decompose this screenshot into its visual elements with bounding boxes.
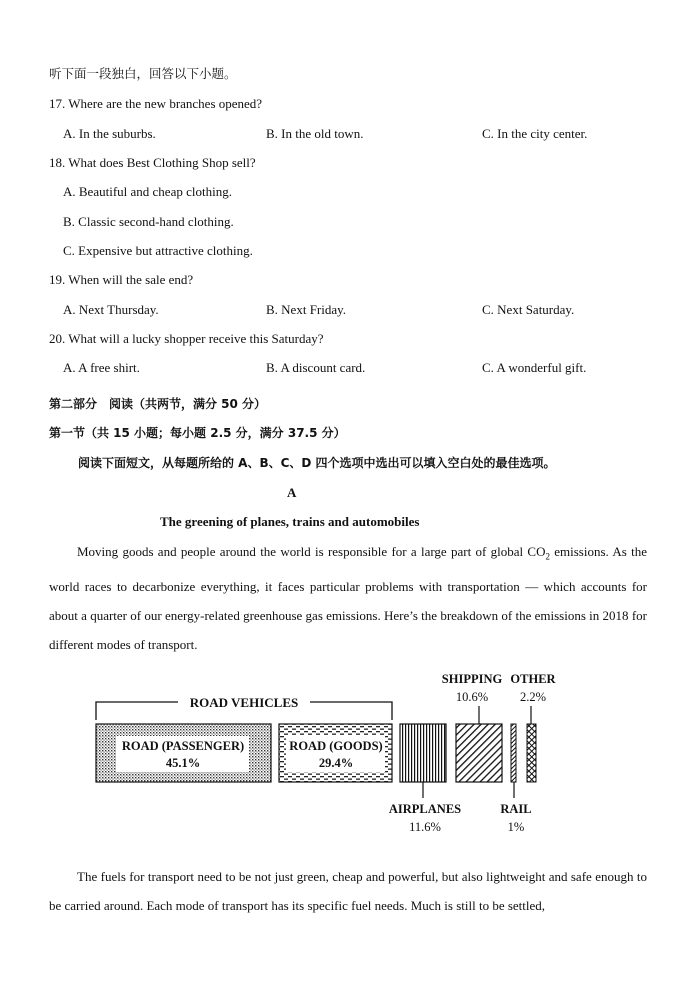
- bar-airplanes-value: 11.6%: [409, 820, 441, 834]
- instructions: 阅读下面短文，从每题所给的 A、B、C、D 四个选项中选出可以填入空白处的最佳选项。: [78, 456, 556, 470]
- listening-intro: 听下面一段独白，回答以下小题。: [49, 66, 237, 81]
- bar-road-passenger-label: ROAD (PASSENGER): [121, 739, 245, 753]
- question-19-stem: 19. When will the sale end?: [49, 272, 194, 287]
- question-20-stem: 20. What will a lucky shopper receive this Saturday?: [49, 331, 324, 346]
- question-18-option-c: C. Expensive but attractive clothing.: [63, 243, 253, 258]
- passage-title: The greening of planes, trains and automobiles: [160, 514, 420, 529]
- bar-other: [527, 724, 536, 782]
- bar-rail-value: 1%: [507, 820, 525, 834]
- subsection-heading: 第一节（共 15 小题；每小题 2.5 分，满分 37.5 分）: [49, 426, 346, 440]
- question-20-option-a: A. A free shirt.: [63, 360, 140, 375]
- bar-rail-label: RAIL: [500, 802, 532, 816]
- bar-other-label: OTHER: [510, 672, 556, 686]
- question-17-option-b: B. In the old town.: [266, 126, 364, 141]
- question-17-option-c: C. In the city center.: [482, 126, 588, 141]
- bar-shipping: [456, 724, 502, 782]
- bar-airplanes-label: AIRPLANES: [388, 802, 462, 816]
- question-19-option-a: A. Next Thursday.: [63, 302, 159, 317]
- bar-road-passenger-value: 45.1%: [165, 756, 201, 770]
- bar-road-goods-label: ROAD (GOODS): [289, 739, 383, 753]
- paragraph-1-subscript: 2: [545, 551, 550, 562]
- bar-shipping-label: SHIPPING: [441, 672, 503, 686]
- bar-road-goods-value: 29.4%: [318, 756, 354, 770]
- question-20-option-b: B. A discount card.: [266, 360, 366, 375]
- paragraph-1-after: emissions. As the world races to decarbonize everything, it faces particular problems with transportation — which accounts for about a quarter of our energy-related greenhouse gas emissions. Here’s the breakdown of the emissions in 2018 for different modes of transport.: [49, 544, 647, 652]
- bar-rail: [511, 724, 516, 782]
- question-19-option-c: C. Next Saturday.: [482, 302, 575, 317]
- road-vehicles-label: ROAD VEHICLES: [189, 695, 299, 710]
- question-18-option-a: A. Beautiful and cheap clothing.: [63, 184, 232, 199]
- bar-other-value: 2.2%: [519, 690, 547, 704]
- bar-shipping-value: 10.6%: [455, 690, 489, 704]
- bar-airplanes: [400, 724, 446, 782]
- paragraph-2: The fuels for transport need to be not just green, cheap and powerful, but also lightweight and safe enough to be carried around. Each mode of transport has its specific fuel needs. Much is still to be settled,: [49, 869, 647, 913]
- question-18-stem: 18. What does Best Clothing Shop sell?: [49, 155, 256, 170]
- emissions-chart: [0, 660, 695, 850]
- question-20-option-c: C. A wonderful gift.: [482, 360, 587, 375]
- passage-letter: A: [287, 485, 297, 500]
- paragraph-1: [49, 537, 647, 659]
- paragraph-1-before: Moving goods and people around the world is responsible for a large part of global CO: [77, 544, 546, 559]
- question-17-option-a: A. In the suburbs.: [63, 126, 156, 141]
- question-18-option-b: B. Classic second-hand clothing.: [63, 214, 234, 229]
- section-heading: 第二部分 阅读（共两节，满分 50 分）: [49, 397, 267, 411]
- question-17-stem: 17. Where are the new branches opened?: [49, 96, 263, 111]
- question-19-option-b: B. Next Friday.: [266, 302, 347, 317]
